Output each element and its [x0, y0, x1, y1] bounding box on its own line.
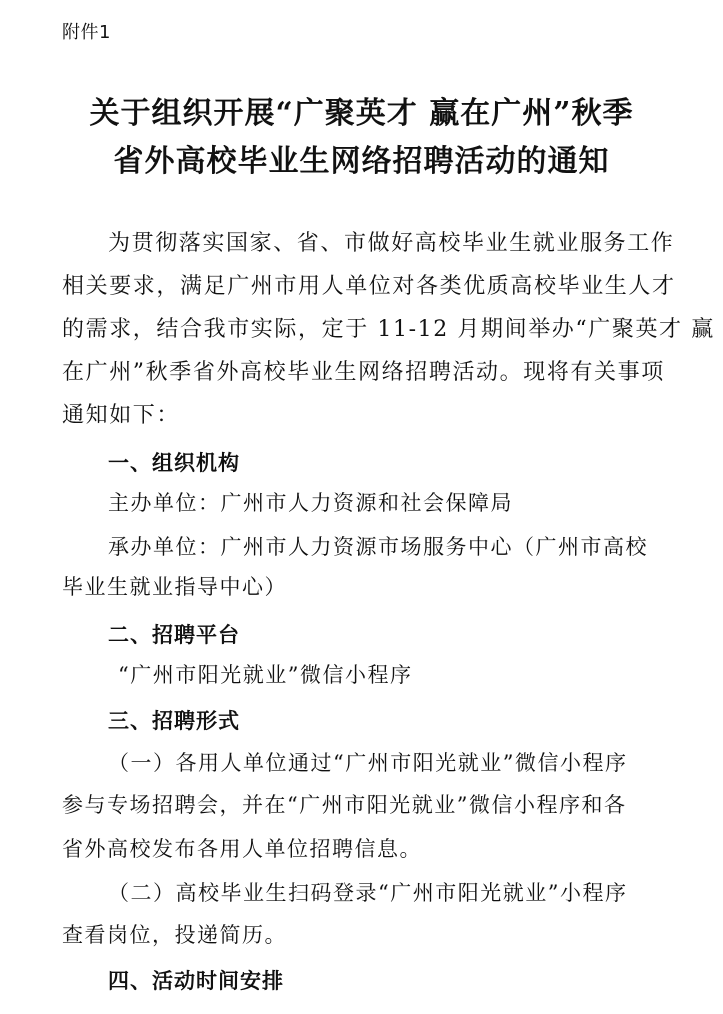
- section-4-heading: 四、活动时间安排: [108, 969, 284, 993]
- recruitment-platform: “广州市阳光就业”微信小程序: [118, 663, 413, 687]
- intro-line-4: 在广州”秋季省外高校毕业生网络招聘活动。现将有关事项: [62, 360, 665, 385]
- section-3-heading: 三、招聘形式: [108, 709, 240, 733]
- intro-line-1: 为贯彻落实国家、省、市做好高校毕业生就业服务工作: [108, 231, 675, 256]
- title-line-1: 关于组织开展“广聚英才 赢在广州”秋季: [89, 96, 634, 131]
- title-line-2: 省外高校毕业生网络招聘活动的通知: [113, 144, 610, 179]
- section-1-heading: 一、组织机构: [108, 451, 240, 475]
- form-item-1-line-3: 省外高校发布各用人单位招聘信息。: [62, 837, 422, 861]
- organizer-unit-line-2: 毕业生就业指导中心）: [62, 575, 287, 599]
- intro-line-3: 的需求，结合我市实际，定于 11-12 月期间举办“广聚英才 赢: [62, 317, 715, 342]
- organizer-unit-line-1: 承办单位：广州市人力资源市场服务中心（广州市高校: [108, 535, 648, 559]
- form-item-1-line-1: （一）各用人单位通过“广州市阳光就业”微信小程序: [108, 751, 628, 775]
- intro-line-2: 相关要求，满足广州市用人单位对各类优质高校毕业生人才: [62, 274, 676, 299]
- form-item-2-line-1: （二）高校毕业生扫码登录“广州市阳光就业”小程序: [108, 881, 628, 905]
- attachment-label: 附件1: [62, 22, 111, 43]
- form-item-2-line-2: 查看岗位，投递简历。: [62, 923, 287, 947]
- intro-paragraph: [62, 222, 715, 437]
- intro-line-5: 通知如下：: [62, 403, 181, 428]
- form-item-1-line-2: 参与专场招聘会，并在“广州市阳光就业”微信小程序和各: [62, 793, 627, 817]
- section-2-heading: 二、招聘平台: [108, 623, 240, 647]
- host-unit: 主办单位：广州市人力资源和社会保障局: [108, 491, 513, 515]
- document-title: [40, 90, 683, 186]
